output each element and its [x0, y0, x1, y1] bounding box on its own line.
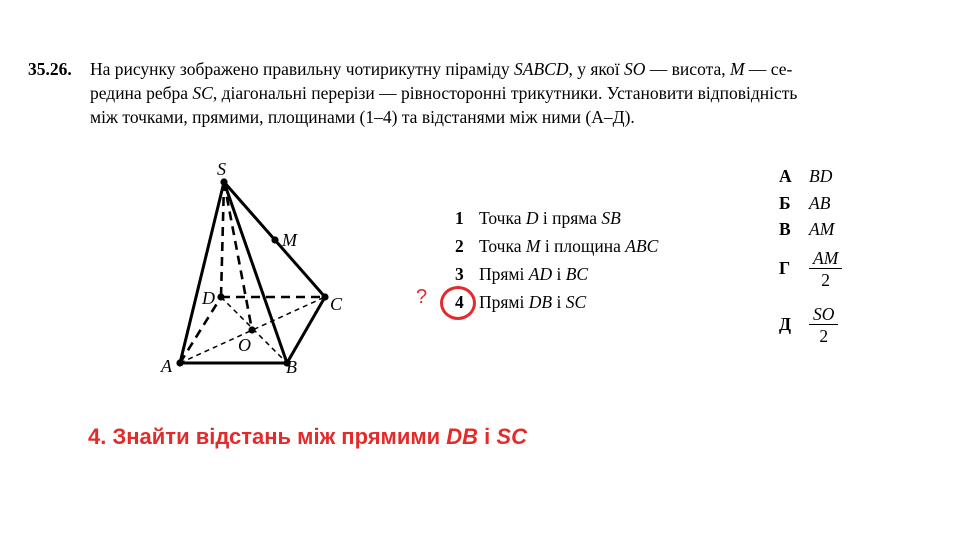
fraction-numerator: SO	[809, 304, 838, 325]
answer-letter: Г	[779, 257, 791, 278]
edge-SA	[180, 182, 224, 363]
text-run: , у якої	[568, 59, 625, 79]
item-1	[455, 204, 658, 232]
item-text	[479, 292, 586, 312]
fraction-numerator: AM	[809, 248, 842, 269]
point-C	[321, 293, 328, 300]
text-run: редина ребра	[90, 83, 193, 103]
text-run: 4. Знайти відстань між прямими	[88, 424, 447, 449]
item-text	[479, 236, 658, 256]
item-3	[455, 260, 658, 288]
text-run: , діагональні перерізи — рівносторонні трикутники. Установити відповідність	[212, 83, 798, 103]
label-A: A	[161, 356, 172, 376]
label-S: S	[217, 159, 226, 179]
math-symbol: SC	[496, 424, 527, 449]
label-O: O	[238, 335, 251, 355]
task-statement	[88, 424, 527, 450]
item-text	[479, 208, 621, 228]
text-run: Точка	[479, 208, 526, 228]
text-run: і площина	[540, 236, 626, 256]
answer-V	[779, 219, 834, 240]
matching-items	[455, 204, 658, 316]
math-symbol: M	[729, 59, 745, 79]
problem-line-1	[28, 57, 928, 81]
item-number: 1	[455, 208, 464, 228]
item-text	[479, 264, 588, 284]
text-run: — се-	[744, 59, 793, 79]
text-run: Прямі	[479, 264, 529, 284]
answer-D	[779, 304, 838, 347]
answer-B	[779, 193, 830, 214]
item-4	[455, 288, 658, 316]
point-S	[220, 178, 227, 185]
math-symbol: M	[525, 236, 541, 256]
problem-text-1	[90, 59, 792, 79]
text-run: і	[552, 292, 566, 312]
pyramid-figure	[155, 155, 355, 380]
text-run: між точками, прямими, площинами (1–4) та відстанями між ними (А–Д).	[90, 107, 635, 127]
answer-letter: А	[779, 166, 792, 186]
question-mark: ?	[416, 286, 428, 308]
problem-line-2	[28, 81, 928, 105]
fraction-so-over-2	[809, 304, 838, 347]
problem-number: 35.26.	[28, 59, 72, 79]
math-symbol: SC	[565, 292, 587, 312]
answer-A	[779, 166, 832, 187]
point-O	[248, 326, 255, 333]
label-M: M	[282, 230, 297, 250]
text-run: На рисунку зображено правильну чотирикутну піраміду	[90, 59, 515, 79]
text-run: і пряма	[538, 208, 602, 228]
text-run: і	[552, 264, 566, 284]
math-symbol: SO	[624, 59, 646, 79]
text-run: — висота,	[645, 59, 730, 79]
math-symbol: BC	[565, 264, 589, 284]
item-number: 2	[455, 236, 464, 256]
fraction-am-over-2	[809, 248, 842, 291]
edge-SB	[224, 182, 287, 363]
math-symbol: SB	[601, 208, 621, 228]
label-C: C	[330, 294, 343, 314]
label-D: D	[202, 288, 215, 308]
item-2	[455, 232, 658, 260]
math-symbol: DB	[446, 424, 479, 449]
text-run: Прямі	[479, 292, 529, 312]
fraction-denominator: 2	[821, 270, 831, 290]
fraction-denominator: 2	[819, 326, 829, 346]
math-symbol: D	[525, 208, 539, 228]
answer-G	[779, 248, 842, 291]
point-A	[176, 359, 183, 366]
math-symbol: DB	[528, 292, 553, 312]
text-run: Точка	[479, 236, 526, 256]
point-D	[217, 293, 224, 300]
math-symbol: AD	[528, 264, 553, 284]
answer-value: AB	[809, 193, 831, 213]
answer-value: BD	[809, 166, 833, 186]
math-symbol: ABC	[625, 236, 659, 256]
edge-SD-hidden	[221, 182, 224, 297]
problem-statement	[28, 57, 928, 129]
edge-BC	[287, 297, 325, 363]
label-B: B	[286, 357, 297, 377]
math-symbol: SC	[192, 83, 213, 103]
highlight-circle	[440, 286, 476, 320]
math-symbol: SABCD	[514, 59, 569, 79]
answer-value: AM	[809, 219, 835, 239]
answer-letter: Б	[779, 193, 791, 213]
problem-line-3	[28, 105, 928, 129]
item-number: 3	[455, 264, 464, 284]
item-number: 4	[455, 292, 464, 312]
height-SO-hidden	[224, 182, 252, 330]
point-M	[271, 236, 278, 243]
answer-letter: Д	[779, 313, 792, 334]
text-run: і	[478, 424, 497, 449]
answer-letter: В	[779, 219, 791, 239]
